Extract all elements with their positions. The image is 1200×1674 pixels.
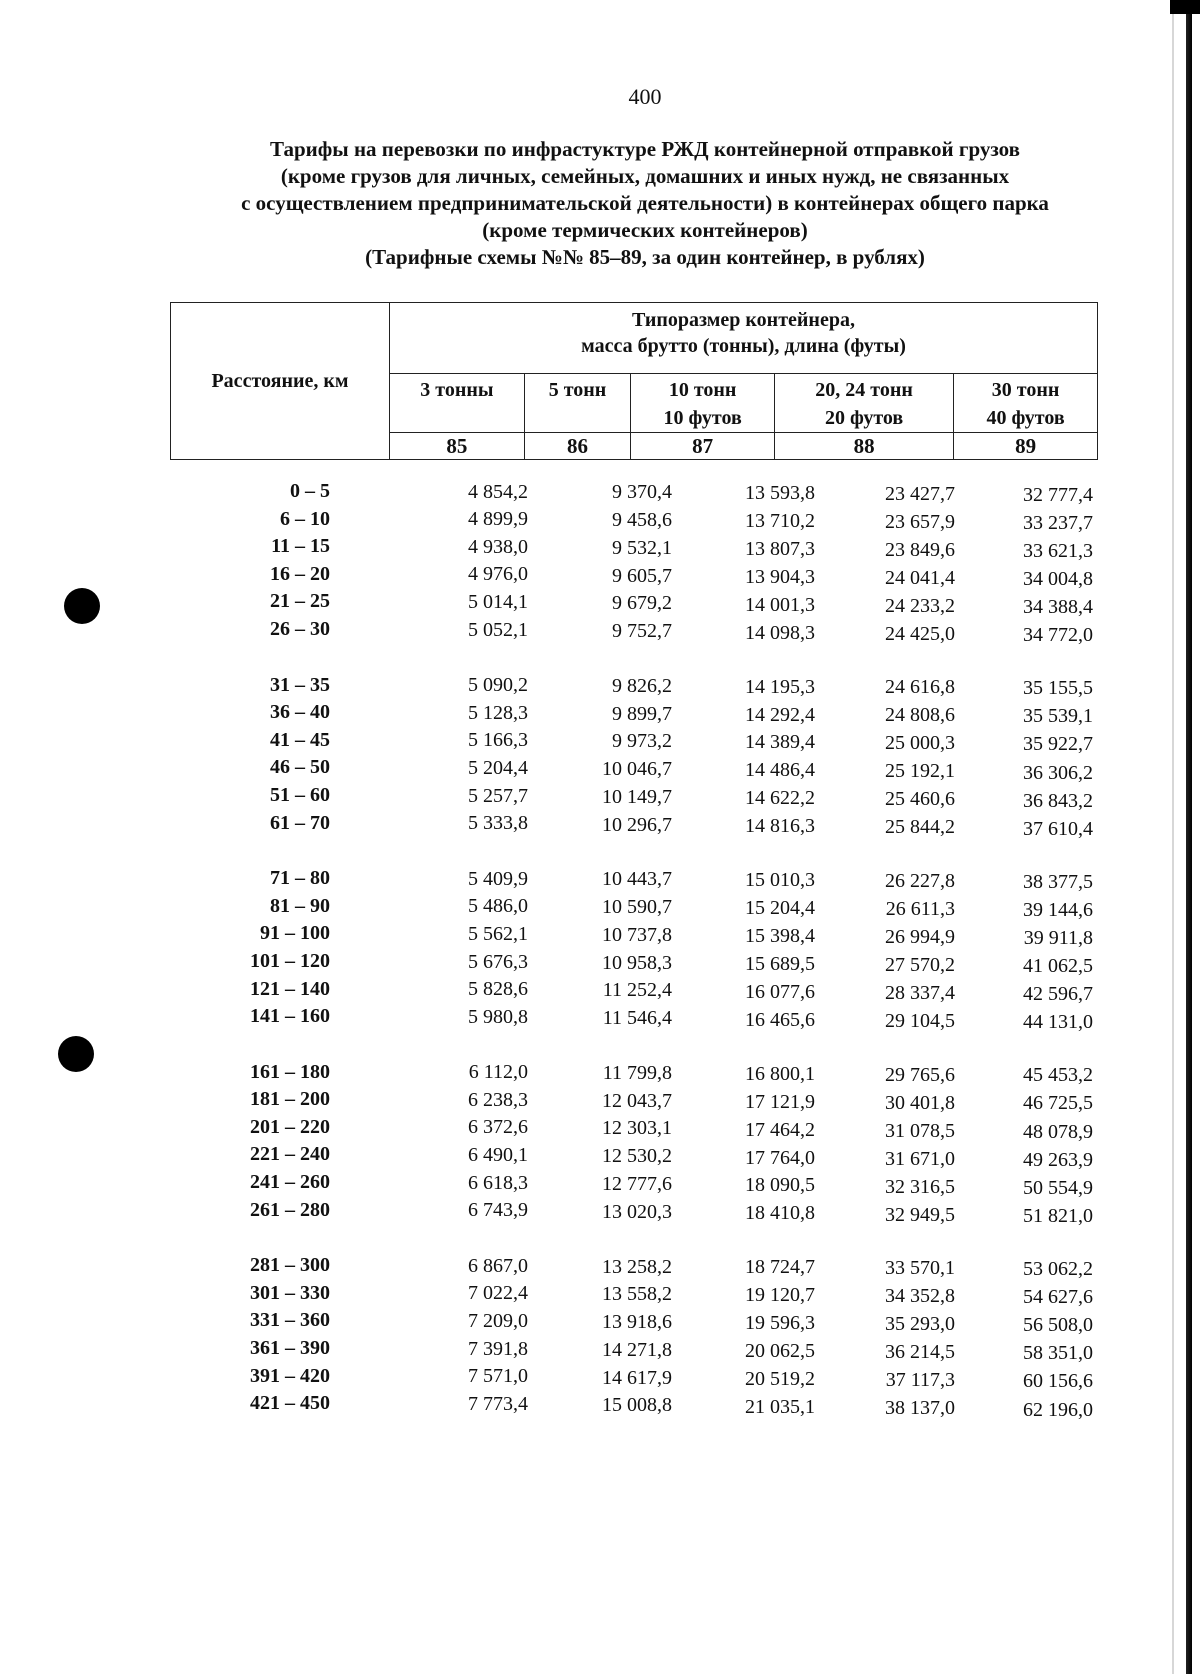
group-header-line: масса брутто (тонны), длина (футы) (581, 335, 906, 357)
tariff-cell: 4 854,2 (468, 480, 528, 503)
tariff-cell: 7 209,0 (468, 1310, 528, 1333)
tariff-cell: 15 398,4 (745, 925, 815, 948)
table-row (0, 950, 1200, 978)
size-header-line: 20 футов (825, 407, 904, 429)
tariff-cell: 9 458,6 (612, 509, 672, 532)
tariff-cell: 14 816,3 (745, 815, 815, 838)
tariff-cell: 4 899,9 (468, 508, 528, 531)
tariff-cell: 34 388,4 (1023, 596, 1093, 619)
table-row (0, 1309, 1200, 1337)
tariff-cell: 31 078,5 (885, 1119, 955, 1142)
tariff-cell: 24 041,4 (885, 566, 955, 589)
table-row (0, 480, 1200, 508)
tariff-cell: 5 676,3 (468, 950, 528, 973)
tariff-cell: 18 410,8 (745, 1202, 815, 1225)
tariff-cell: 29 104,5 (885, 1010, 955, 1032)
distance-cell: 36 – 40 (270, 701, 330, 724)
tariff-cell: 32 316,5 (885, 1175, 955, 1198)
table-row (0, 1282, 1200, 1310)
tariff-cell: 29 765,6 (885, 1063, 955, 1086)
table-row (0, 1005, 1200, 1033)
tariff-cell: 5 486,0 (468, 895, 528, 918)
tariff-cell: 42 596,7 (1023, 983, 1093, 1006)
tariff-cell: 7 773,4 (468, 1392, 528, 1415)
table-row (0, 1143, 1200, 1171)
table-row (0, 618, 1200, 646)
tariff-cell: 21 035,1 (745, 1395, 815, 1418)
tariff-cell: 60 156,6 (1023, 1370, 1093, 1393)
tariff-cell: 5 166,3 (468, 729, 528, 752)
distance-column-header: Расстояние, км (171, 303, 390, 460)
tariff-cell: 5 333,8 (468, 812, 528, 835)
tariff-cell: 14 195,3 (745, 675, 815, 698)
tariff-cell: 12 303,1 (602, 1117, 672, 1140)
block-spacer (0, 1033, 1200, 1061)
tariff-cell: 6 372,6 (468, 1116, 528, 1139)
tariff-cell: 10 149,7 (602, 785, 672, 808)
table-row (0, 1116, 1200, 1144)
tariff-cell: 10 737,8 (602, 923, 672, 946)
table-row (0, 674, 1200, 702)
size-header-line: 10 тонн (668, 379, 737, 401)
tariff-cell: 46 725,5 (1023, 1092, 1093, 1115)
tariff-cell: 35 539,1 (1023, 705, 1093, 728)
tariff-cell: 35 293,0 (885, 1313, 955, 1336)
table-row (0, 1171, 1200, 1199)
tariff-cell: 17 464,2 (745, 1118, 815, 1141)
tariff-cell: 35 922,7 (1023, 733, 1093, 756)
tariff-cell: 19 120,7 (745, 1284, 815, 1307)
tariff-cell: 5 980,8 (468, 1005, 528, 1028)
table-row (0, 1088, 1200, 1116)
tariff-cell: 25 192,1 (885, 760, 955, 783)
tariff-cell: 27 570,2 (885, 953, 955, 976)
distance-cell: 41 – 45 (270, 728, 330, 751)
table-row (0, 867, 1200, 895)
size-header-line: 3 тонны (420, 379, 494, 401)
distance-cell: 0 – 5 (290, 480, 330, 502)
tariff-cell: 17 121,9 (745, 1090, 815, 1113)
tariff-cell: 14 622,2 (745, 787, 815, 810)
table-row (0, 1337, 1200, 1365)
size-header-line: 5 тонн (548, 379, 607, 401)
table-row (0, 1392, 1200, 1420)
tariff-cell: 45 453,2 (1023, 1064, 1093, 1087)
tariff-cell: 5 014,1 (468, 590, 528, 613)
table-row (0, 729, 1200, 757)
tariff-cell: 25 460,6 (885, 788, 955, 811)
tariff-cell: 31 671,0 (885, 1147, 955, 1170)
distance-cell: 161 – 180 (250, 1060, 330, 1083)
table-row (0, 756, 1200, 784)
tariff-cell: 13 918,6 (602, 1311, 672, 1334)
tariff-cell: 5 562,1 (468, 922, 528, 945)
tariff-cell: 13 558,2 (602, 1283, 672, 1306)
tariff-cell: 10 046,7 (602, 758, 672, 781)
tariff-cell: 7 571,0 (468, 1365, 528, 1388)
tariff-cell: 5 128,3 (468, 701, 528, 724)
tariff-cell: 54 627,6 (1023, 1285, 1093, 1308)
tariff-cell: 58 351,0 (1023, 1342, 1093, 1365)
tariff-cell: 14 389,4 (745, 731, 815, 754)
tariff-cell: 33 237,7 (1023, 511, 1093, 534)
distance-cell: 31 – 35 (270, 673, 330, 696)
tariff-cell: 19 596,3 (745, 1312, 815, 1335)
distance-cell: 6 – 10 (280, 507, 330, 530)
tariff-cell: 38 137,0 (885, 1397, 955, 1420)
size-header-line: 40 футов (986, 407, 1065, 429)
tariff-cell: 13 710,2 (745, 510, 815, 533)
distance-cell: 181 – 200 (250, 1088, 330, 1111)
tariff-cell: 37 117,3 (885, 1369, 955, 1392)
block-spacer (0, 1226, 1200, 1254)
tariff-cell: 32 949,5 (885, 1203, 955, 1226)
tariff-cell: 11 799,8 (602, 1062, 672, 1085)
tariff-cell: 39 911,8 (1023, 926, 1093, 949)
tariff-cell: 9 370,4 (612, 481, 672, 504)
tariff-cell: 35 155,5 (1023, 677, 1093, 700)
page-number: 400 (628, 84, 662, 109)
tariff-cell: 9 899,7 (612, 702, 672, 725)
tariff-table-body (0, 480, 1200, 1420)
tariff-cell: 17 764,0 (745, 1146, 815, 1169)
size-header-line: 20, 24 тонн (815, 379, 913, 401)
size-header-col5 (954, 374, 1098, 433)
tariff-cell: 23 427,7 (885, 482, 955, 505)
title-line: Тарифы на перевозки по инфрастуктуре РЖД контейнерной отправкой грузов (270, 137, 1020, 161)
tariff-cell: 20 062,5 (745, 1340, 815, 1363)
tariff-cell: 7 391,8 (468, 1337, 528, 1360)
distance-cell: 21 – 25 (270, 590, 330, 613)
scheme-number-col1: 85 (390, 433, 525, 460)
distance-cell: 46 – 50 (270, 756, 330, 779)
size-header-line: 10 футов (663, 407, 742, 429)
tariff-cell: 14 271,8 (602, 1338, 672, 1361)
tariff-cell: 12 043,7 (602, 1089, 672, 1112)
tariff-cell: 16 077,6 (745, 980, 815, 1003)
tariff-cell: 56 508,0 (1023, 1314, 1093, 1337)
distance-cell: 51 – 60 (270, 783, 330, 806)
tariff-cell: 16 465,6 (745, 1008, 815, 1031)
distance-cell: 331 – 360 (250, 1309, 330, 1332)
tariff-cell: 24 616,8 (885, 676, 955, 699)
scheme-number-col5: 89 (954, 433, 1098, 460)
tariff-cell: 5 090,2 (468, 674, 528, 697)
tariff-cell: 50 554,9 (1023, 1176, 1093, 1199)
tariff-cell: 16 800,1 (745, 1062, 815, 1085)
tariff-cell: 24 425,0 (885, 622, 955, 645)
tariff-cell: 25 844,2 (885, 816, 955, 839)
scheme-number-col3: 87 (631, 433, 775, 460)
tariff-cell: 9 532,1 (612, 536, 672, 559)
tariff-cell: 36 214,5 (885, 1341, 955, 1364)
group-header-line: Типоразмер контейнера, (632, 309, 855, 331)
tariff-cell: 41 062,5 (1023, 955, 1093, 978)
tariff-cell: 26 994,9 (885, 925, 955, 948)
size-header-col3 (631, 374, 775, 433)
tariff-cell: 9 752,7 (612, 620, 672, 642)
tariff-cell: 13 593,8 (745, 482, 815, 505)
tariff-cell: 32 777,4 (1023, 483, 1093, 506)
tariff-cell: 51 821,0 (1023, 1205, 1093, 1228)
table-row (0, 784, 1200, 812)
tariff-cell: 6 238,3 (468, 1088, 528, 1111)
tariff-cell: 9 973,2 (612, 730, 672, 753)
distance-cell: 391 – 420 (250, 1364, 330, 1387)
tariff-cell: 33 570,1 (885, 1257, 955, 1280)
tariff-cell: 36 306,2 (1023, 761, 1093, 784)
tariff-cell: 7 022,4 (468, 1282, 528, 1305)
table-row (0, 563, 1200, 591)
tariff-cell: 12 777,6 (602, 1172, 672, 1195)
tariff-cell: 14 486,4 (745, 759, 815, 782)
distance-cell: 101 – 120 (250, 949, 330, 972)
distance-cell: 281 – 300 (250, 1254, 330, 1277)
distance-cell: 421 – 450 (250, 1392, 330, 1415)
tariff-cell: 6 618,3 (468, 1171, 528, 1194)
distance-cell: 26 – 30 (270, 617, 330, 640)
tariff-cell: 18 724,7 (745, 1256, 815, 1279)
table-row (0, 701, 1200, 729)
distance-cell: 71 – 80 (270, 867, 330, 890)
tariff-cell: 5 204,4 (468, 756, 528, 779)
tariff-cell: 5 828,6 (468, 978, 528, 1001)
tariff-cell: 33 621,3 (1023, 539, 1093, 562)
title-line: (кроме термических контейнеров) (482, 218, 808, 242)
table-row (0, 1199, 1200, 1227)
tariff-cell: 9 679,2 (612, 592, 672, 615)
scheme-number-col2: 86 (524, 433, 630, 460)
distance-cell: 121 – 140 (250, 977, 330, 1000)
tariff-cell: 5 409,9 (468, 867, 528, 890)
tariff-cell: 39 144,6 (1023, 898, 1093, 921)
tariff-cell: 38 377,5 (1023, 870, 1093, 893)
table-row (0, 590, 1200, 618)
size-header-col2 (524, 374, 630, 433)
tariff-cell: 13 020,3 (602, 1200, 672, 1223)
tariff-cell: 4 976,0 (468, 563, 528, 586)
tariff-cell: 10 590,7 (602, 896, 672, 919)
tariff-cell: 23 657,9 (885, 510, 955, 533)
table-row (0, 535, 1200, 563)
tariff-cell: 10 958,3 (602, 951, 672, 974)
title-line: (кроме грузов для личных, семейных, домашних и иных нужд, не связанных (280, 164, 1010, 188)
tariff-cell: 10 443,7 (602, 868, 672, 891)
distance-cell: 241 – 260 (250, 1171, 330, 1194)
tariff-cell: 15 689,5 (745, 952, 815, 975)
tariff-cell: 14 292,4 (745, 703, 815, 726)
tariff-cell: 34 004,8 (1023, 568, 1093, 591)
tariff-cell: 28 337,4 (885, 982, 955, 1004)
distance-cell: 81 – 90 (270, 894, 330, 917)
table-row (0, 922, 1200, 950)
tariff-cell: 34 772,0 (1023, 624, 1093, 647)
tariff-cell: 34 352,8 (885, 1285, 955, 1308)
tariff-cell: 11 546,4 (602, 1007, 672, 1030)
block-spacer (0, 839, 1200, 867)
tariff-cell: 6 490,1 (468, 1144, 528, 1167)
tariff-cell: 13 904,3 (745, 565, 815, 588)
tariff-cell: 11 252,4 (602, 979, 672, 1002)
table-row (0, 1365, 1200, 1393)
distance-cell: 201 – 220 (250, 1115, 330, 1138)
tariff-cell: 37 610,4 (1023, 817, 1093, 840)
table-row (0, 895, 1200, 923)
tariff-cell: 6 743,9 (468, 1199, 528, 1222)
distance-cell: 91 – 100 (260, 922, 330, 945)
tariff-cell: 49 263,9 (1023, 1148, 1093, 1171)
tariff-cell: 13 807,3 (745, 537, 815, 560)
scan-corner-mark (1170, 0, 1200, 14)
tariff-cell: 23 849,6 (885, 538, 955, 561)
distance-cell: 141 – 160 (250, 1005, 330, 1028)
tariff-cell: 18 090,5 (745, 1174, 815, 1197)
tariff-cell: 62 196,0 (1023, 1398, 1093, 1421)
tariff-cell: 30 401,8 (885, 1091, 955, 1114)
distance-cell: 61 – 70 (270, 811, 330, 834)
tariff-cell: 14 001,3 (745, 593, 815, 616)
tariff-cell: 13 258,2 (602, 1255, 672, 1278)
tariff-cell: 5 257,7 (468, 784, 528, 807)
tariff-cell: 14 098,3 (745, 621, 815, 644)
tariff-cell: 9 605,7 (612, 564, 672, 587)
block-spacer (0, 646, 1200, 674)
tariff-cell: 53 062,2 (1023, 1257, 1093, 1280)
distance-cell: 11 – 15 (271, 535, 330, 558)
tariff-cell: 48 078,9 (1023, 1120, 1093, 1143)
tariff-cell: 24 233,2 (885, 594, 955, 617)
tariff-cell: 6 867,0 (468, 1254, 528, 1277)
table-row (0, 978, 1200, 1006)
size-header-line: 30 тонн (991, 379, 1060, 401)
distance-cell: 221 – 240 (250, 1143, 330, 1166)
tariff-cell: 10 296,7 (602, 813, 672, 836)
tariff-cell: 15 010,3 (745, 869, 815, 892)
tariff-cell: 36 843,2 (1023, 789, 1093, 812)
table-row (0, 812, 1200, 840)
tariff-cell: 15 204,4 (745, 897, 815, 920)
title-line: (Тарифные схемы №№ 85–89, за один контейнер, в рублях) (365, 245, 925, 269)
tariff-cell: 6 112,0 (468, 1061, 528, 1084)
tariff-cell: 9 826,2 (612, 674, 672, 697)
container-size-group-header (390, 303, 1098, 374)
tariff-cell: 4 938,0 (468, 535, 528, 558)
tariff-cell: 20 519,2 (745, 1368, 815, 1390)
tariff-cell: 26 611,3 (885, 897, 955, 920)
table-row (0, 508, 1200, 536)
distance-cell: 301 – 330 (250, 1281, 330, 1304)
tariff-cell: 26 227,8 (885, 869, 955, 892)
tariff-table-header (170, 302, 1098, 460)
tariff-cell: 12 530,2 (602, 1145, 672, 1168)
table-row (0, 1254, 1200, 1282)
tariff-cell: 44 131,0 (1023, 1011, 1093, 1034)
tariff-cell: 15 008,8 (602, 1394, 672, 1417)
size-header-col1 (390, 374, 525, 433)
tariff-cell: 14 617,9 (602, 1366, 672, 1389)
tariff-cell: 24 808,6 (885, 704, 955, 727)
distance-cell: 16 – 20 (270, 562, 330, 585)
distance-cell: 261 – 280 (250, 1198, 330, 1221)
size-header-col4 (775, 374, 954, 433)
distance-cell: 361 – 390 (250, 1337, 330, 1360)
title-line: с осуществлением предпринимательской деятельности) в контейнерах общего парка (241, 191, 1049, 215)
table-row (0, 1061, 1200, 1089)
tariff-cell: 25 000,3 (885, 732, 955, 755)
document-title (150, 136, 1140, 271)
scheme-number-col4: 88 (775, 433, 954, 460)
tariff-cell: 5 052,1 (468, 618, 528, 641)
